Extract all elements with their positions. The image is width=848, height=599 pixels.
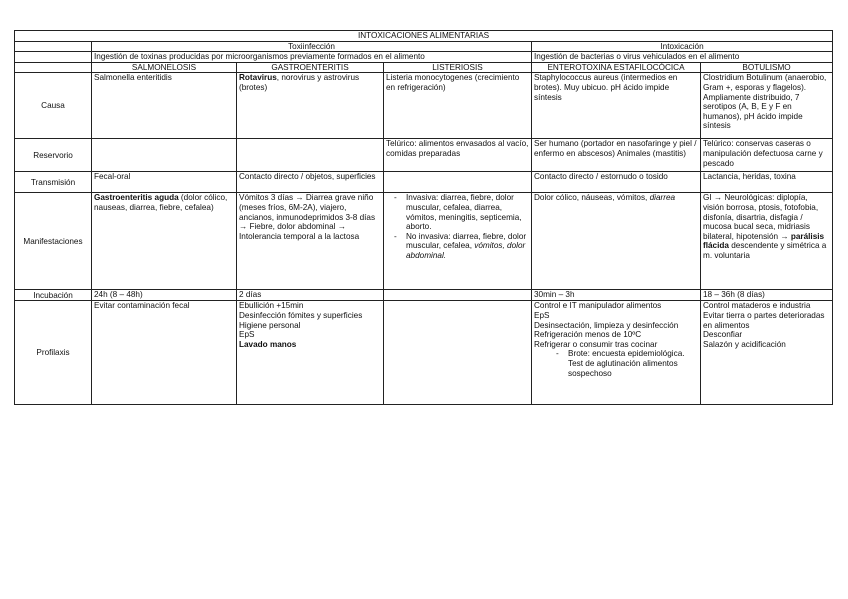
cell-causa-botulismo: Clostridium Botulinum (anaerobio, Gram +, esporas y flagelos). Ampliamente distribuido, 7 serotipos (A, B, E y F en humanos), pH ácido impide síntesis xyxy=(701,73,833,139)
gastroenteritis-aguda-bold: Gastroenteritis aguda xyxy=(94,193,179,203)
botulismo-manif-pre: GI → Neurológicas: diplopía, visión borrosa, ptosis, fotofobia, disfonía, disartria, disfagia / mucosa bucal seca, midriasis bilateral, hipotensión xyxy=(703,193,819,241)
row-manifestaciones xyxy=(15,193,833,290)
group-toxiinfeccion: Toxiinfección xyxy=(92,41,532,52)
intoxicaciones-table xyxy=(14,30,833,405)
cell-transmision-enterotoxina: Contacto directo / estornudo o tosido xyxy=(532,172,701,193)
cell-profilaxis-listeriosis xyxy=(384,301,532,405)
row-incubacion xyxy=(15,290,833,301)
column-header-row xyxy=(15,62,833,73)
cell-transmision-salmonelosis: Fecal-oral xyxy=(92,172,237,193)
profilaxis-enterotoxina-line: EpS xyxy=(534,310,550,320)
profilaxis-botulismo-line: Control mataderos e industria xyxy=(703,301,811,311)
cell-manifestaciones-salmonelosis xyxy=(92,193,237,290)
profilaxis-enterotoxina-line: Desinsectación, limpieza y desinfección xyxy=(534,320,679,330)
profilaxis-enterotoxina-line: Refrigeración menos de 10ºC xyxy=(534,330,642,340)
profilaxis-enterotoxina-line: Refrigerar o consumir tras cocinar xyxy=(534,339,658,349)
cell-manifestaciones-botulismo xyxy=(701,193,833,290)
brote-list xyxy=(534,349,698,378)
lavado-manos-bold: Lavado manos xyxy=(239,339,297,349)
profilaxis-gastro-line: Higiene personal xyxy=(239,320,301,330)
cell-reservorio-botulismo: Telúrico: conservas caseras o manipulación defectuosa carne y pescado xyxy=(701,139,833,172)
paralisis-flacida-bold: → parálisis flácida xyxy=(703,231,825,251)
row-label-incubacion: Incubación xyxy=(15,290,92,301)
description-row xyxy=(15,52,833,63)
profilaxis-gastro-line: Ebullición +15min xyxy=(239,301,304,311)
profilaxis-botulismo-line: Evitar tierra o partes deterioradas en alimentos xyxy=(703,310,825,330)
table-title: INTOXICACIONES ALIMENTARIAS xyxy=(15,31,833,42)
list-item: - Brote: encuesta epidemiológica. Test de aglutinación alimentos sospechoso xyxy=(534,349,698,378)
botulismo-manif-post: descendente y simétrica a m. voluntaria xyxy=(703,241,827,260)
cell-reservorio-listeriosis: Telúrico: alimentos envasados al vacío, comidas preparadas xyxy=(384,139,532,172)
list-item: - Invasiva: diarrea, fiebre, dolor muscular, cefalea, diarrea, vómitos, meningitis, septicemia, aborto. xyxy=(386,193,529,231)
enterotoxina-manif-text: Dolor cólico, náuseas, vómitos, xyxy=(534,193,650,203)
row-profilaxis xyxy=(15,301,833,405)
causa-gastro-rest: , norovirus y astrovirus (brotes) xyxy=(239,73,360,92)
cell-incubacion-enterotoxina: 30min – 3h xyxy=(532,290,701,301)
column-header-enterotoxina: ENTEROTOXINA ESTAFILOCÓCICA xyxy=(532,62,701,73)
row-reservorio xyxy=(15,139,833,172)
cell-causa-gastroenteritis xyxy=(237,73,384,139)
header-corner xyxy=(15,62,92,73)
no-invasiva-italic: vómitos, dolor abdominal. xyxy=(406,241,526,260)
cell-transmision-gastroenteritis: Contacto directo / objetos, superficies xyxy=(237,172,384,193)
cell-reservorio-gastroenteritis xyxy=(237,139,384,172)
cell-manifestaciones-enterotoxina xyxy=(532,193,701,290)
column-header-salmonelosis: SALMONELOSIS xyxy=(92,62,237,73)
profilaxis-botulismo-line: Salazón y acidificación xyxy=(703,339,786,349)
description-toxiinfeccion: Ingestión de toxinas producidas por microorganismos previamente formados en el alimento xyxy=(92,52,532,63)
row-label-manifestaciones: Manifestaciones xyxy=(15,193,92,290)
cell-causa-salmonelosis: Salmonella enteritidis xyxy=(92,73,237,139)
cell-incubacion-listeriosis xyxy=(384,290,532,301)
list-item xyxy=(386,232,529,261)
group-corner xyxy=(15,41,92,52)
cell-profilaxis-salmonelosis: Evitar contaminación fecal xyxy=(92,301,237,405)
row-label-transmision: Transmisión xyxy=(15,172,92,193)
description-corner xyxy=(15,52,92,63)
profilaxis-botulismo-line: Desconfiar xyxy=(703,330,743,340)
title-row xyxy=(15,31,833,42)
row-transmision xyxy=(15,172,833,193)
description-intoxicacion: Ingestión de bacterias o virus vehiculados en el alimento xyxy=(532,52,833,63)
cell-profilaxis-enterotoxina xyxy=(532,301,701,405)
cell-incubacion-botulismo: 18 – 36h (8 días) xyxy=(701,290,833,301)
group-row xyxy=(15,41,833,52)
profilaxis-enterotoxina-line: Control e IT manipulador alimentos xyxy=(534,301,662,311)
cell-causa-enterotoxina: Staphylococcus aureus (intermedios en brotes). Muy ubicuo. pH ácido impide síntesis xyxy=(532,73,701,139)
column-header-gastroenteritis: GASTROENTERITIS xyxy=(237,62,384,73)
cell-manifestaciones-listeriosis xyxy=(384,193,532,290)
rotavirus-bold: Rotavirus xyxy=(239,73,277,83)
row-label-causa: Causa xyxy=(15,73,92,139)
listeriosis-list xyxy=(386,193,529,260)
profilaxis-gastro-line: EpS xyxy=(239,330,255,340)
row-causa xyxy=(15,73,833,139)
profilaxis-gastro-line: Desinfección fómites y superficies xyxy=(239,310,363,320)
manifestaciones-salmonelosis-rest: (dolor cólico, nauseas, diarrea, fiebre, cefalea) xyxy=(94,193,228,212)
row-label-reservorio: Reservorio xyxy=(15,139,92,172)
cell-transmision-botulismo: Lactancia, heridas, toxina xyxy=(701,172,833,193)
cell-transmision-listeriosis xyxy=(384,172,532,193)
group-intoxicacion: Intoxicación xyxy=(532,41,833,52)
cell-causa-listeriosis: Listeria monocytogenes (crecimiento en refrigeración) xyxy=(384,73,532,139)
column-header-listeriosis: LISTERIOSIS xyxy=(384,62,532,73)
column-header-botulismo: BOTULISMO xyxy=(701,62,833,73)
enterotoxina-manif-italic: diarrea xyxy=(649,193,676,203)
cell-manifestaciones-gastroenteritis: Vómitos 3 días → Diarrea grave niño (meses fríos, 6M-2A), viajero, ancianos, inmunodeprimidos 3-8 días → Fiebre, dolor abdominal → Intolerancia temporal a la lactosa xyxy=(237,193,384,290)
cell-reservorio-enterotoxina: Ser humano (portador en nasofaringe y piel / enfermo en abscesos) Animales (mastitis) xyxy=(532,139,701,172)
cell-profilaxis-gastroenteritis xyxy=(237,301,384,405)
cell-reservorio-salmonelosis xyxy=(92,139,237,172)
cell-profilaxis-botulismo xyxy=(701,301,833,405)
row-label-profilaxis: Profilaxis xyxy=(15,301,92,405)
no-invasiva-text: No invasiva: diarrea, fiebre, dolor muscular, cefalea, xyxy=(406,231,527,251)
cell-incubacion-gastroenteritis: 2 días xyxy=(237,290,384,301)
cell-incubacion-salmonelosis: 24h (8 – 48h) xyxy=(92,290,237,301)
